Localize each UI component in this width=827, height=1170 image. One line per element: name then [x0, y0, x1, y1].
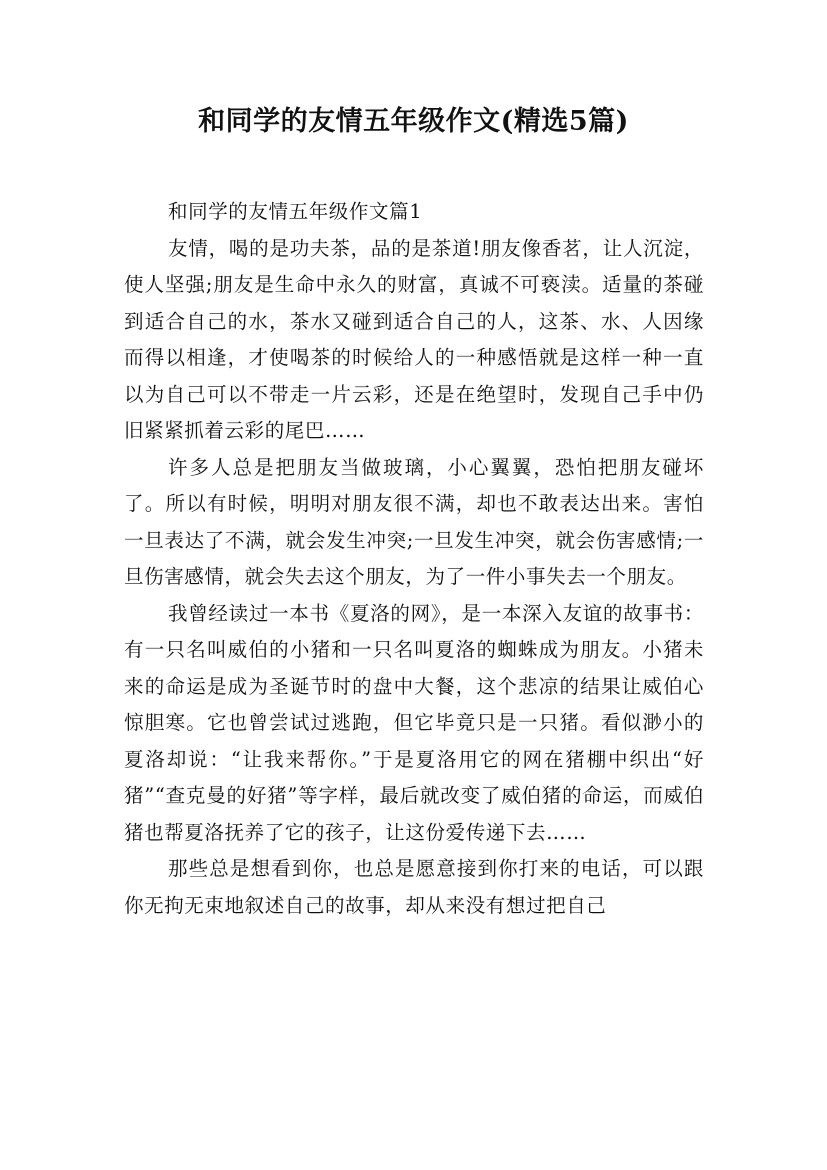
paragraph-1: 友情，喝的是功夫茶，品的是茶道!朋友像香茗，让人沉淀，使人坚强;朋友是生命中永久的财富，真诚不可亵渎。适量的茶碰到适合自己的水，茶水又碰到适合自己的人，这茶、水、人因缘而得以相逢，才使喝茶的时候给人的一种感悟就是这样一种一直以为自己可以不带走一片云彩，还是在绝望时，发现自己手中仍旧紧紧抓着云彩的尾巴……: [124, 236, 704, 442]
section-heading: 和同学的友情五年级作文篇1: [168, 200, 423, 223]
document-title: 和同学的友情五年级作文(精选5篇): [198, 106, 629, 137]
paragraph-2: 许多人总是把朋友当做玻璃，小心翼翼，恐怕把朋友碰坏了。所以有时候，明明对朋友很不满，却也不敢表达出来。害怕一旦表达了不满，就会发生冲突;一旦发生冲突，就会伤害感情;一旦伤害感情，就会失去这个朋友，为了一件小事失去一个朋友。: [124, 455, 704, 588]
paragraph-3: 我曾经读过一本书《夏洛的网》，是一本深入友谊的故事书：有一只名叫威伯的小猪和一只名叫夏洛的蜘蛛成为朋友。小猪未来的命运是成为圣诞节时的盘中大餐，这个悲凉的结果让威伯心惊胆寒。它也曾尝试过逃跑，但它毕竟只是一只猪。看似渺小的夏洛却说：“让我来帮你。”于是夏洛用它的网在猪棚中织出“好猪”“查克曼的好猪”等字样，最后就改变了威伯猪的命运，而威伯猪也帮夏洛抚养了它的孩子，让这份爱传递下去……: [124, 601, 704, 844]
paragraph-4: 那些总是想看到你，也总是愿意接到你打来的电话，可以跟你无拘无束地叙述自己的故事，却从来没有想过把自己: [124, 857, 704, 917]
document-body: [124, 194, 704, 924]
